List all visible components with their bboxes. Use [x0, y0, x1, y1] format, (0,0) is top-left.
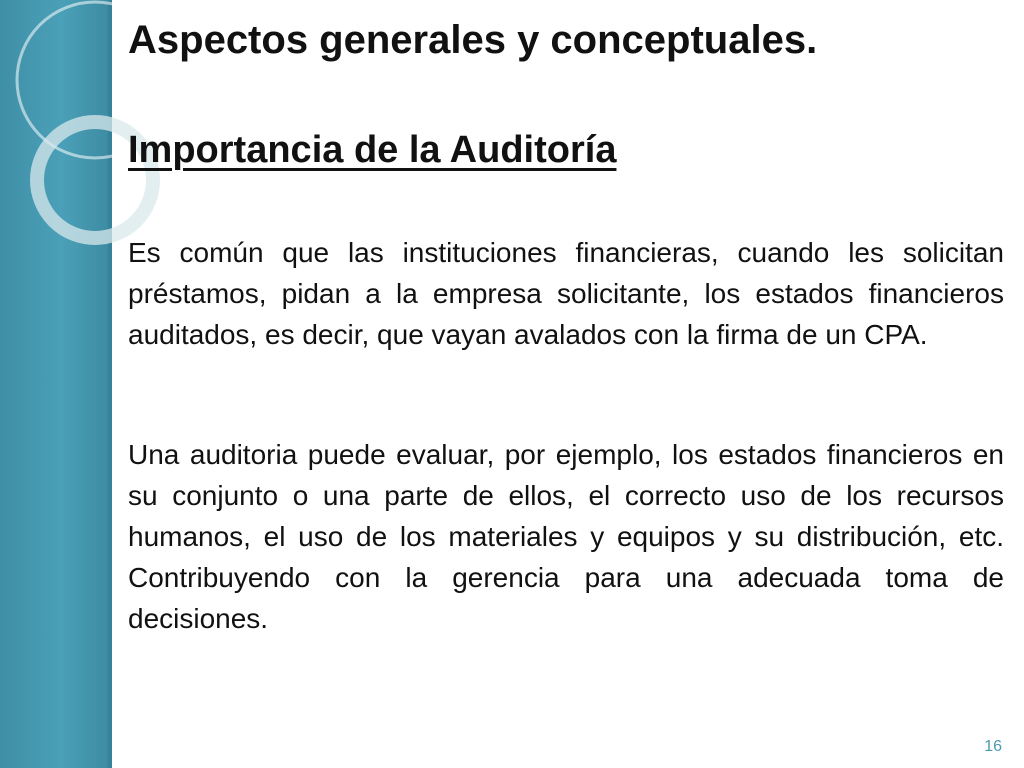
slide-subtitle: Importancia de la Auditoría: [128, 129, 617, 171]
paragraph-2: Una auditoria puede evaluar, por ejemplo, los estados financieros en su conjunto o una parte de ellos, el correcto uso de los recursos humanos, el uso de los materiales y equipos y su distribución, etc. Contribuyendo con la gerencia para una adecuada toma de decisiones.: [128, 439, 1004, 634]
slide-title: Aspectos generales y conceptuales.: [128, 18, 818, 62]
page-number: 16: [984, 738, 1002, 755]
paragraph-1: Es común que las instituciones financieras, cuando les solicitan préstamos, pidan a la empresa solicitante, los estados financieros auditados, es decir, que vayan avalados con la firma de un CPA.: [128, 237, 1004, 350]
